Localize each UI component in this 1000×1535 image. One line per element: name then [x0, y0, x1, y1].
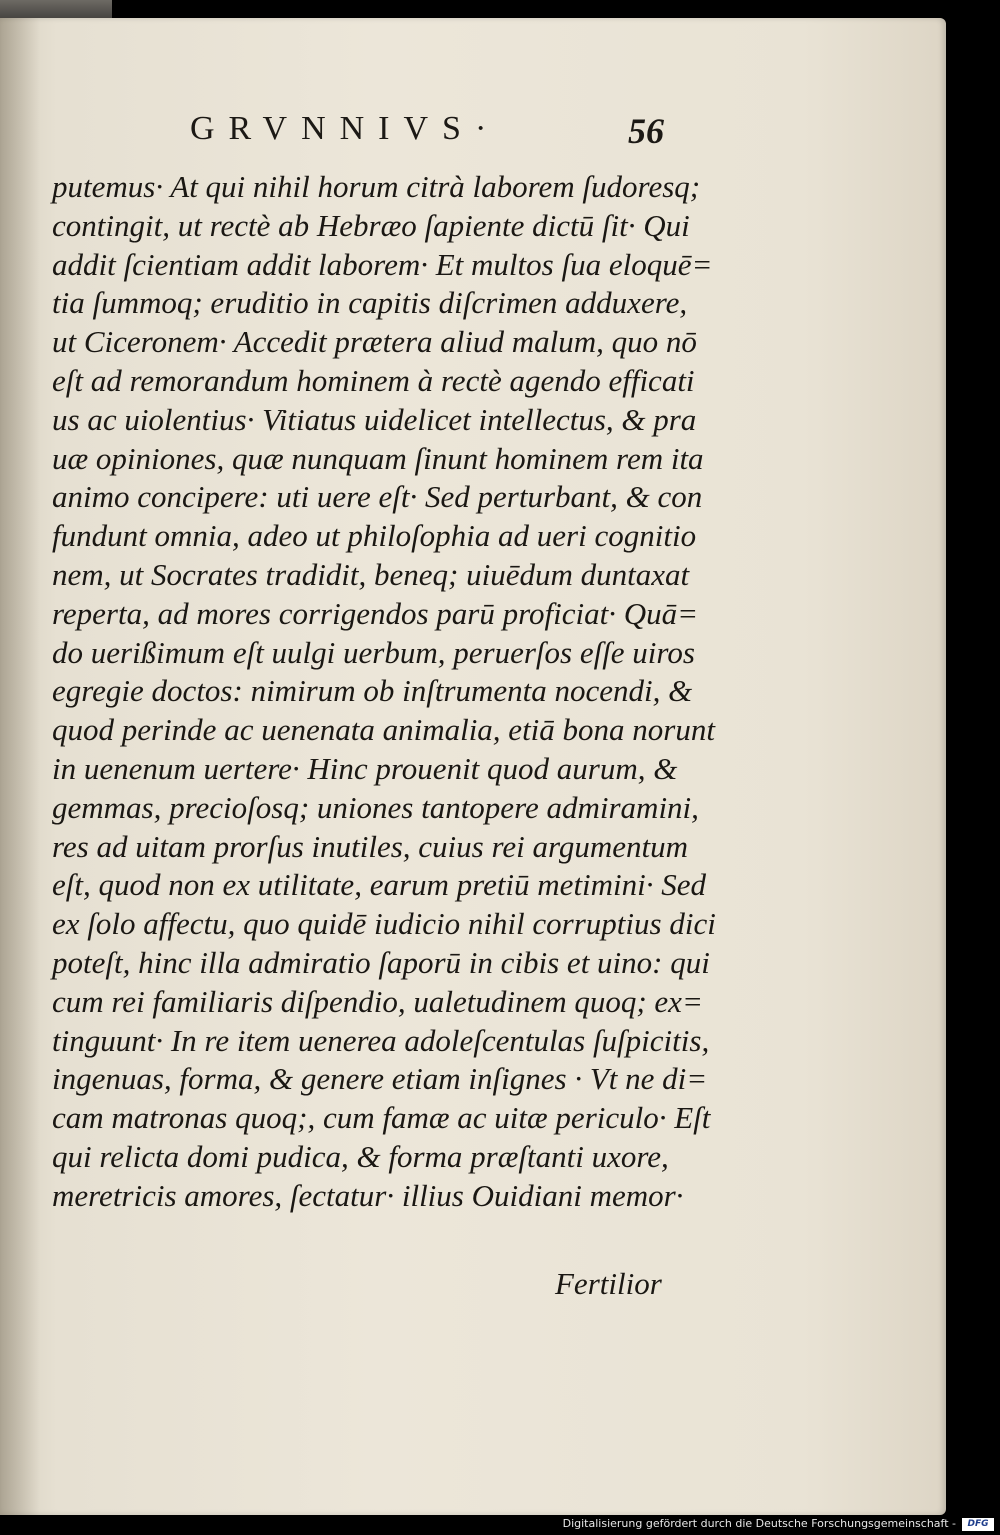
text-line: us ac uiolentius· Vitiatus uidelicet intellectus, & pra	[52, 401, 697, 437]
text-line: do uerißimum eſt uulgi uerbum, peruerſos eſſe uiros	[52, 634, 695, 670]
text-line: in uenenum uertere· Hinc prouenit quod aurum, &	[52, 750, 678, 786]
text-line: meretricis amores, ſectatur· illius Ouidiani memor·	[52, 1177, 684, 1213]
text-line: animo concipere: uti uere eſt· Sed perturbant, & con	[52, 479, 703, 515]
text-line: nem, ut Socrates tradidit, beneq; uiuēdum duntaxat	[52, 556, 690, 592]
text-line: eſt ad remorandum hominem à rectè agendo efficati	[52, 362, 695, 398]
text-line: reperta, ad mores corrigendos parū proficiat· Quā=	[52, 595, 699, 631]
dfg-logo: DFG	[962, 1518, 994, 1531]
text-line: uæ opiniones, quæ nunquam ſinunt hominem rem ita	[52, 440, 704, 476]
text-line: ex ſolo affectu, quo quidē iudicio nihil corruptius dici	[52, 906, 716, 942]
catchword: Fertilior	[555, 1266, 662, 1301]
text-line: poteſt, hinc illa admiratio ſaporū in cibis et uino: qui	[52, 944, 710, 980]
funding-credit: Digitalisierung gefördert durch die Deutsche Forschungsgemeinschaft -	[562, 1517, 956, 1530]
text-line: qui relicta domi pudica, & forma præſtanti uxore,	[52, 1138, 669, 1174]
book-page	[0, 18, 946, 1515]
text-line: contingit, ut rectè ab Hebræo ſapiente dictū ſit· Qui	[52, 207, 690, 243]
gutter-shadow	[0, 18, 40, 1515]
text-line: addit ſcientiam addit laborem· Et multos ſua eloquē=	[52, 246, 713, 282]
body-text	[52, 168, 716, 1216]
text-line: res ad uitam prorſus inutiles, cuius rei argumentum	[52, 828, 689, 864]
running-head-title: GRVNNIVS·	[190, 110, 501, 147]
footer-bar	[0, 1515, 1000, 1535]
text-line: fundunt omnia, adeo ut philoſophia ad ueri cognitio	[52, 518, 697, 554]
running-head	[0, 110, 946, 160]
text-line: gemmas, precioſosq; uniones tantopere admiramini,	[52, 789, 699, 825]
text-line: tinguunt· In re item uenerea adoleſcentulas ſuſpicitis,	[52, 1022, 710, 1058]
text-line: putemus· At qui nihil horum citrà laborem ſudoresq;	[52, 169, 701, 204]
text-line: cam matronas quoq;, cum famæ ac uitæ periculo· Eſt	[52, 1100, 711, 1136]
text-line: ut Ciceronem· Accedit prætera aliud malum, quo nō	[52, 324, 697, 360]
page-number: 56	[628, 111, 664, 151]
text-line: ingenuas, forma, & genere etiam inſignes · Vt ne di=	[52, 1061, 708, 1097]
text-line: cum rei familiaris diſpendio, ualetudinem quoq; ex=	[52, 983, 703, 1019]
text-line: eſt, quod non ex utilitate, earum pretiū metimini· Sed	[52, 867, 707, 903]
text-line: quod perinde ac uenenata animalia, etiā bona norunt	[52, 712, 715, 748]
text-line: egregie doctos: nimirum ob inſtrumenta nocendi, &	[52, 673, 693, 709]
text-line: tia ſummoq; eruditio in capitis diſcrimen adduxere,	[52, 285, 688, 321]
